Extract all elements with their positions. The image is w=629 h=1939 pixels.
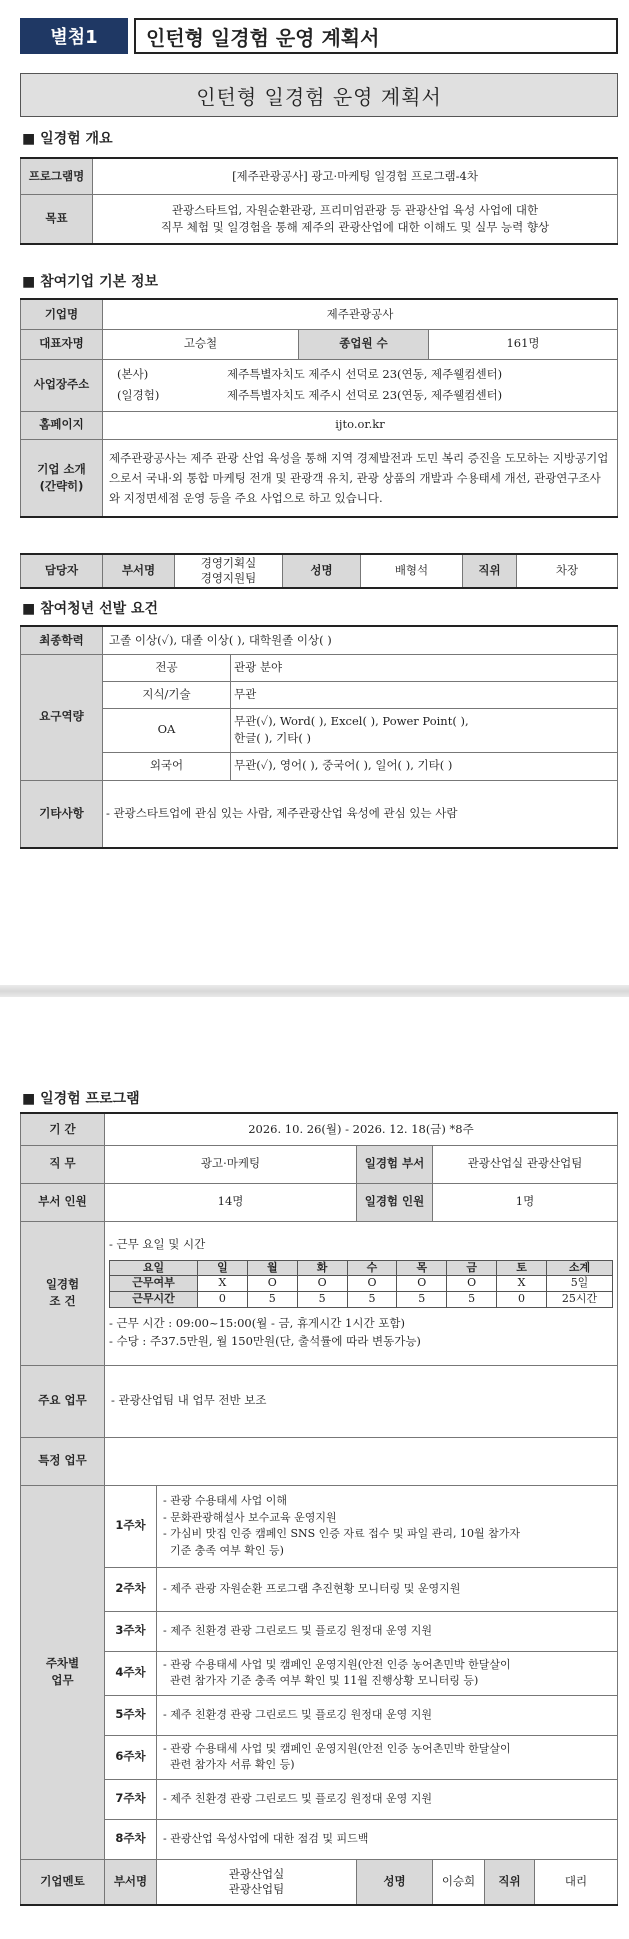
week-task-line: - 제주 친환경 관광 그린로드 및 플로깅 원정대 운영 지원	[163, 1623, 432, 1637]
week-task-line: - 가심비 맛집 인증 캠페인 SNS 인증 자료 접수 및 파일 관리, 10월 참가자	[163, 1527, 521, 1540]
mentor-dept-line1: 관광산업실	[228, 1866, 285, 1881]
competency-label: 요구역량	[21, 654, 103, 780]
schedule-cell: 5일	[547, 1276, 613, 1292]
week-task-line: 관련 참가자 기준 충족 여부 확인 및 11월 진행상황 모니터링 등)	[163, 1674, 479, 1687]
page-separator	[0, 985, 629, 997]
mentor-position-cell	[485, 1859, 618, 1905]
schedule-cell: 근무여부	[110, 1276, 198, 1292]
conditions-label-line1: 일경험	[45, 1276, 80, 1291]
week-tasks	[157, 1735, 618, 1779]
address-hq: 제주특별자치도 제주시 선덕로 23(연동, 제주웰컴센터)	[227, 366, 503, 381]
mentor-dept-value	[157, 1859, 357, 1905]
employee-count-label: 종업원 수	[299, 329, 429, 359]
week-number: 3주차	[105, 1611, 157, 1651]
schedule-cell: O	[347, 1276, 397, 1292]
section-heading-program: ■ 일경험 프로그램	[22, 1091, 140, 1107]
week-task-line: - 관광 수용태세 사업 및 캠페인 운영지원(안전 인증 농어촌민박 한달살이	[163, 1657, 511, 1671]
intern-count-label: 일경험 인원	[357, 1183, 433, 1221]
company-intro-label-line2: (간략히)	[39, 478, 84, 493]
schedule-header-cell: 소계	[547, 1260, 613, 1276]
week-task-line: - 관광 수용태세 사업 이해	[163, 1494, 287, 1507]
mentor-label: 기업멘토	[21, 1859, 105, 1905]
address-work-tag: (일경험)	[117, 388, 160, 402]
mentor-position-label: 직위	[485, 1860, 535, 1904]
program-table	[20, 1112, 618, 1906]
week-task-line: 기준 충족 여부 확인 등)	[163, 1543, 284, 1557]
contact-table	[20, 553, 618, 589]
work-dept-value: 관광산업실 관광산업팀	[433, 1145, 618, 1183]
conditions-label-line2: 조 건	[49, 1294, 76, 1308]
program-name-label: 프로그램명	[21, 158, 93, 194]
schedule-header-cell: 요일	[110, 1260, 198, 1276]
overview-table	[20, 157, 618, 245]
week-task-line: - 제주 친환경 관광 그린로드 및 플로깅 원정대 운영 지원	[163, 1791, 432, 1805]
week-task-line: 관련 참가자 서류 확인 등)	[163, 1758, 295, 1771]
week-task-line: - 관광 수용태세 사업 및 캠페인 운영지원(안전 인증 농어촌민박 한달살이	[163, 1741, 511, 1755]
company-name-value: 제주관광공사	[103, 299, 618, 329]
week-tasks	[157, 1611, 618, 1651]
contact-name-label: 성명	[283, 554, 361, 588]
schedule-header-cell: 일	[198, 1260, 248, 1276]
main-duty-value: - 관광산업팀 내 업무 전반 보조	[105, 1365, 618, 1437]
contact-label: 담당자	[21, 554, 103, 588]
goal-line-1: 관광스타트업, 자원순환관광, 프리미엄관광 등 관광산업 육성 사업에 대한	[171, 202, 539, 217]
address-value	[103, 359, 618, 411]
section-heading-company: ■ 참여기업 기본 정보	[22, 274, 159, 290]
education-label: 최종학력	[21, 626, 103, 654]
week-row	[21, 1485, 618, 1567]
attachment-header	[20, 18, 618, 54]
schedule-cell: 5	[297, 1292, 347, 1308]
week-row	[21, 1651, 618, 1695]
skill-label: 지식/기술	[103, 681, 231, 708]
period-label: 기 간	[21, 1113, 105, 1145]
mentor-position-value: 대리	[564, 1874, 588, 1889]
schedule-header-cell: 수	[347, 1260, 397, 1276]
major-value: 관광 분야	[231, 654, 618, 681]
schedule-header-cell: 금	[447, 1260, 497, 1276]
duty-label: 직 무	[21, 1145, 105, 1183]
goal-line-2: 직무 체험 및 일경험을 통해 제주의 관광산업에 대한 이해도 및 실무 능력 향상	[160, 219, 550, 234]
week-row	[21, 1695, 618, 1735]
special-duty-value	[105, 1437, 618, 1485]
schedule-cell: X	[497, 1276, 547, 1292]
work-dept-label: 일경험 부서	[357, 1145, 433, 1183]
language-label: 외국어	[103, 752, 231, 780]
language-value: 무관(✓), 영어( ), 중국어( ), 일어( ), 기타( )	[231, 752, 618, 780]
week-number: 7주차	[105, 1779, 157, 1819]
week-number: 6주차	[105, 1735, 157, 1779]
conditions-note-hours: - 근무 시간 : 09:00~15:00(월 - 금, 휴게시간 1시간 포함)	[109, 1316, 405, 1331]
week-number: 8주차	[105, 1819, 157, 1859]
education-value: 고졸 이상(✓), 대졸 이상( ), 대학원졸 이상( )	[103, 626, 618, 654]
weekly-tasks-label-line1: 주차별	[45, 1655, 80, 1670]
week-row	[21, 1567, 618, 1611]
schedule-header-cell: 화	[297, 1260, 347, 1276]
week-task-line: - 제주 친환경 관광 그린로드 및 플로깅 원정대 운영 지원	[163, 1707, 432, 1721]
oa-line2: 한글( ), 기타( )	[234, 731, 312, 745]
week-number: 5주차	[105, 1695, 157, 1735]
mentor-dept-label: 부서명	[105, 1859, 157, 1905]
week-task-line: - 제주 관광 자원순환 프로그램 추진현황 모니터링 및 운영지원	[163, 1581, 461, 1595]
schedule-header-cell: 월	[247, 1260, 297, 1276]
conditions-note-pay: - 수당 : 주37.5만원, 월 150만원(단, 출석률에 따라 변동가능)	[109, 1334, 421, 1349]
schedule-cell: 5	[397, 1292, 447, 1308]
mentor-name-label: 성명	[357, 1859, 433, 1905]
contact-dept-label: 부서명	[103, 554, 175, 588]
intern-count-value: 1명	[433, 1183, 618, 1221]
week-task-line: - 관광산업 육성사업에 대한 점검 및 피드백	[163, 1831, 369, 1845]
schedule-cell: O	[297, 1276, 347, 1292]
week-row	[21, 1779, 618, 1819]
schedule-cell: 25시간	[547, 1292, 613, 1308]
requirements-table	[20, 625, 618, 849]
week-tasks	[157, 1695, 618, 1735]
schedule-header-cell: 목	[397, 1260, 447, 1276]
week-number: 4주차	[105, 1651, 157, 1695]
week-tasks	[157, 1567, 618, 1611]
contact-dept-line2: 경영지원팀	[200, 571, 257, 585]
schedule-cell: O	[247, 1276, 297, 1292]
attachment-title: 인턴형 일경험 운영 계획서	[134, 18, 618, 54]
weekly-tasks-label-line2: 업무	[51, 1673, 74, 1687]
address-hq-tag: (본사)	[117, 366, 149, 381]
week-number: 2주차	[105, 1567, 157, 1611]
program-name-value: [제주관광공사] 광고·마케팅 일경험 프로그램-4차	[93, 158, 618, 194]
week-row	[21, 1735, 618, 1779]
dept-staff-label: 부서 인원	[21, 1183, 105, 1221]
schedule-cell: 0	[497, 1292, 547, 1308]
conditions-cell	[105, 1221, 618, 1365]
section-heading-requirements: ■ 참여청년 선발 요건	[22, 601, 159, 617]
schedule-cell: 5	[347, 1292, 397, 1308]
week-row	[21, 1611, 618, 1651]
week-tasks	[157, 1779, 618, 1819]
goal-value	[93, 194, 618, 244]
company-intro-label-line1: 기업 소개	[37, 461, 86, 476]
conditions-label	[21, 1221, 105, 1365]
employee-count-value: 161명	[429, 329, 618, 359]
contact-name-value: 배형석	[361, 554, 463, 588]
schedule-cell: X	[198, 1276, 248, 1292]
company-intro-label	[21, 439, 103, 517]
oa-line1: 무관(✓), Word( ), Excel( ), Power Point( ),	[234, 713, 469, 728]
schedule-cell: 근무시간	[110, 1292, 198, 1308]
main-duty-label: 주요 업무	[21, 1365, 105, 1437]
weekly-tasks-label	[21, 1485, 105, 1859]
special-duty-label: 특정 업무	[21, 1437, 105, 1485]
dept-staff-value: 14명	[105, 1183, 357, 1221]
week-task-line: - 문화관광해설사 보수교육 운영지원	[163, 1510, 337, 1524]
homepage-label: 홈페이지	[21, 411, 103, 439]
oa-label: OA	[103, 708, 231, 752]
address-work: 제주특별자치도 제주시 선덕로 23(연동, 제주웰컴센터)	[227, 388, 503, 402]
company-intro-value: 제주관광공사는 제주 관광 산업 육성을 통해 지역 경제발전과 도민 복리 증진을 도모하는 지방공기업으로서 국내·외 통합 마케팅 전개 및 관광객 유치, 관광 상품의 개발과 수용태세 개선, 관광연구조사와 지정면세점 운영 등을 주요 사업으로 하고 있습니다.	[103, 439, 618, 517]
other-label: 기타사항	[21, 780, 103, 848]
week-tasks	[157, 1485, 618, 1567]
contact-dept-value	[175, 554, 283, 588]
conditions-title: - 근무 요일 및 시간	[109, 1237, 206, 1252]
other-value: - 관광스타트업에 관심 있는 사람, 제주관광산업 육성에 관심 있는 사람	[103, 780, 618, 848]
address-label: 사업장주소	[21, 359, 103, 411]
ceo-value: 고승철	[103, 329, 299, 359]
contact-position-value: 차장	[517, 554, 618, 588]
skill-value: 무관	[231, 681, 618, 708]
schedule-header-cell: 토	[497, 1260, 547, 1276]
section-heading-overview: ■ 일경험 개요	[22, 131, 113, 147]
schedule-table	[109, 1260, 613, 1309]
mentor-name-value: 이승희	[433, 1859, 485, 1905]
company-name-label: 기업명	[21, 299, 103, 329]
contact-position-label: 직위	[463, 554, 517, 588]
ceo-label: 대표자명	[21, 329, 103, 359]
mentor-dept-line2: 관광산업팀	[228, 1881, 285, 1896]
duty-value: 광고·마케팅	[105, 1145, 357, 1183]
goal-label: 목표	[21, 194, 93, 244]
schedule-cell: O	[447, 1276, 497, 1292]
week-tasks	[157, 1819, 618, 1859]
schedule-cell: 5	[247, 1292, 297, 1308]
attachment-badge: 별첨1	[20, 18, 128, 54]
week-number: 1주차	[105, 1485, 157, 1567]
period-value: 2026. 10. 26(월) - 2026. 12. 18(금) *8주	[105, 1113, 618, 1145]
oa-value	[231, 708, 618, 752]
company-table	[20, 298, 618, 518]
homepage-value: ijto.or.kr	[103, 411, 618, 439]
contact-dept-line1: 경영기획실	[200, 556, 257, 571]
major-label: 전공	[103, 654, 231, 681]
schedule-cell: O	[397, 1276, 447, 1292]
document-title: 인턴형 일경험 운영 계획서	[20, 73, 618, 117]
schedule-cell: 5	[447, 1292, 497, 1308]
week-tasks	[157, 1651, 618, 1695]
week-row	[21, 1819, 618, 1859]
schedule-cell: 0	[198, 1292, 248, 1308]
